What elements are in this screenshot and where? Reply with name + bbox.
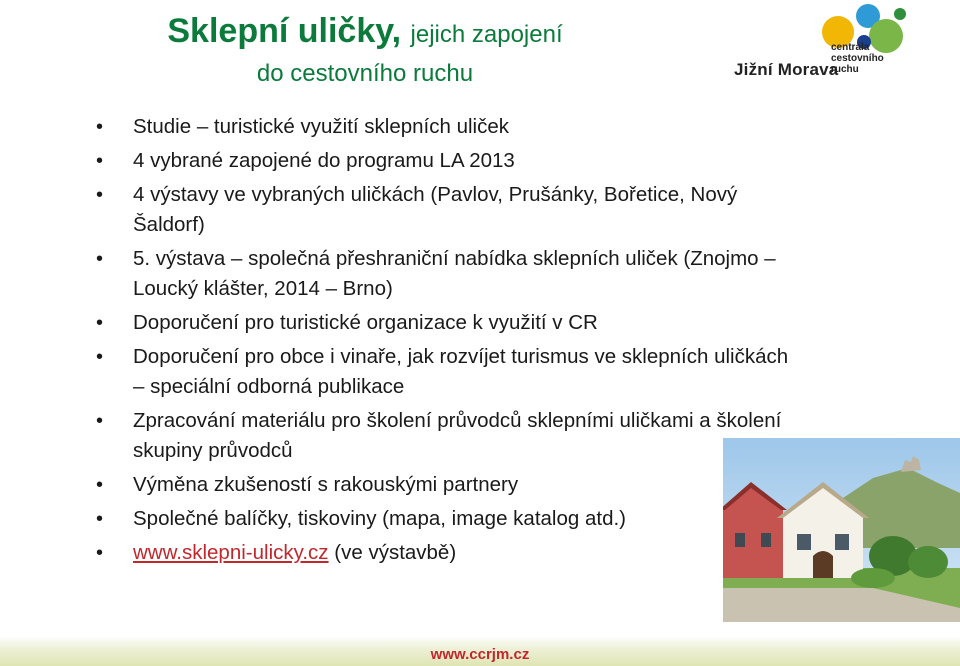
photo-window — [761, 533, 771, 547]
photo-window — [797, 534, 811, 550]
photo-bush — [851, 568, 895, 588]
list-item: • Doporučení pro turistické organizace k využití v CR — [96, 308, 796, 338]
website-link[interactable]: www.sklepni-ulicky.cz — [133, 541, 329, 564]
list-item: • Výměna zkušeností s rakouskými partnery — [96, 470, 796, 500]
photo-door — [813, 551, 833, 578]
website-suffix: (ve výstavbě) — [334, 541, 457, 564]
list-item: • 4 výstavy ve vybraných uličkách (Pavlov, Prušánky, Bořetice, Nový Šaldorf) — [96, 180, 796, 240]
bullet-list — [96, 112, 796, 572]
title-line-2: do cestovního ruchu — [256, 60, 474, 87]
wine-cellar-photo — [723, 438, 960, 622]
photo-window — [835, 534, 849, 550]
slide-title — [0, 8, 730, 90]
jizni-morava-logo — [728, 2, 908, 84]
title-main: Sklepní uličky, — [167, 12, 402, 50]
logo-big-text: Jižní Morava — [734, 60, 839, 79]
list-item: • 5. výstava – společná přeshraniční nabídka sklepních uliček (Znojmo – Loucký klášter, 2014 – Brno) — [96, 244, 796, 304]
list-item: • Společné balíčky, tiskoviny (mapa, image katalog atd.) — [96, 504, 796, 534]
photo-window — [735, 533, 745, 547]
logo-small-line-1: centrála — [831, 42, 870, 53]
list-item — [96, 538, 796, 568]
list-item: • 4 vybrané zapojené do programu LA 2013 — [96, 146, 796, 176]
footer-url[interactable]: www.ccrjm.cz — [430, 646, 530, 663]
logo-small-text — [831, 42, 908, 75]
title-subtitle: jejich zapojení — [410, 21, 563, 48]
photo-tree — [908, 546, 948, 578]
list-item: • Doporučení pro obce i vinaře, jak rozvíjet turismus ve sklepních uličkách – speciální odborná publikace — [96, 342, 796, 402]
logo-small-line-2: cestovního ruchu — [831, 53, 884, 75]
title-line-1 — [0, 8, 730, 58]
logo-circle-green — [894, 8, 906, 20]
list-item: • Studie – turistické využití sklepních uliček — [96, 112, 796, 142]
list-item: • Zpracování materiálu pro školení průvodců sklepními uličkami a školení skupiny průvodců — [96, 406, 796, 466]
